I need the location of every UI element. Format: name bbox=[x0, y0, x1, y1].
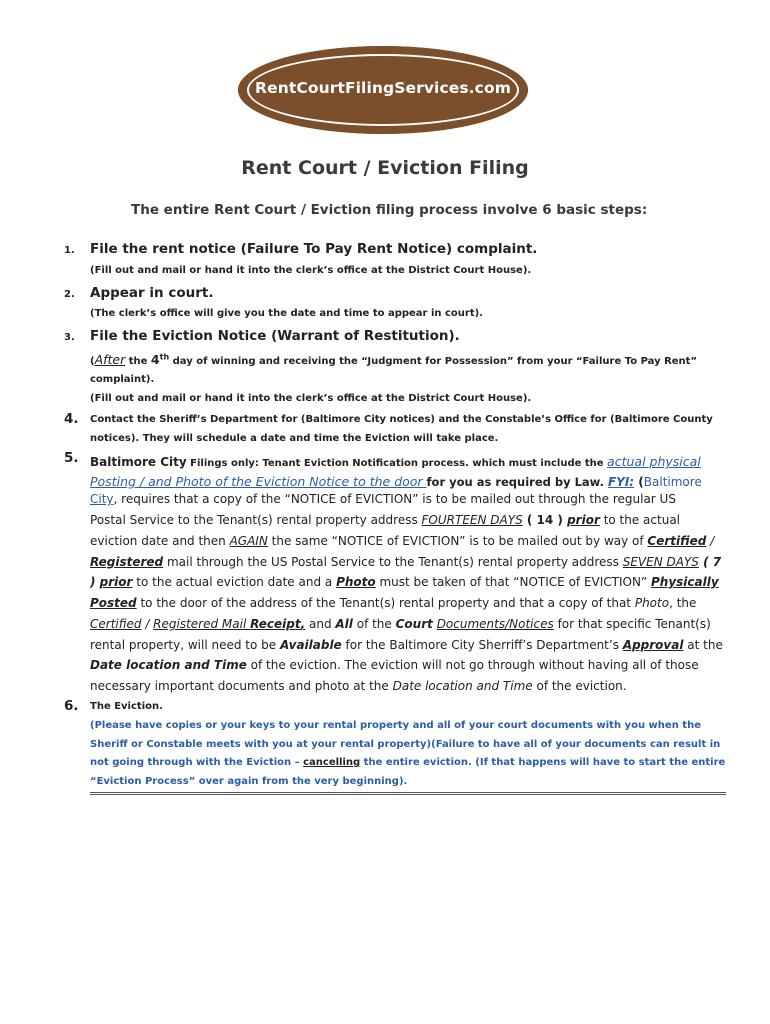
page-title: Rent Court / Eviction Filing bbox=[241, 157, 529, 179]
step-5-line-8: Posted to the door of the address of the Tenant(s) rental property and that a copy of that Photo, the bbox=[90, 596, 697, 610]
step-1-note: (Fill out and mail or hand it into the clerk’s office at the District Court House). bbox=[90, 265, 532, 276]
step-3-heading: File the Eviction Notice (Warrant of Restitution). bbox=[90, 328, 460, 344]
step-5-line-9: Certified / Registered Mail Receipt, and All of the Court Documents/Notices for that specific Tenant(s) bbox=[90, 617, 711, 631]
step-5-line-11: Date location and Time of the eviction. The eviction will not go through without having all of those bbox=[90, 658, 699, 672]
logo-text: RentCourtFilingServices.com bbox=[255, 79, 511, 97]
step-number: 3. bbox=[64, 332, 75, 343]
step-1-heading: File the rent notice (Failure To Pay Rent Notice) complaint. bbox=[90, 241, 538, 257]
step-6-line-4: “Eviction Process” over again from the very beginning). bbox=[90, 776, 408, 787]
step-5-line-6: Registered mail through the US Postal Service to the Tenant(s) rental property address SEVEN DAYS ( 7 bbox=[90, 555, 722, 569]
step-number: 2. bbox=[64, 289, 75, 300]
step-6-heading: The Eviction. bbox=[90, 701, 163, 712]
step-5-line-7: ) prior to the actual eviction date and a Photo must be taken of that “NOTICE of EVICTION” Physically bbox=[90, 575, 719, 589]
step-6-line-3: not going through with the Eviction – cancelling the entire eviction. (If that happens will have to start the entire bbox=[90, 757, 726, 768]
step-2-heading: Appear in court. bbox=[90, 285, 214, 301]
step-6-line-1: (Please have copies or your keys to your rental property and all of your court documents with you when the bbox=[90, 720, 701, 731]
step-number: 5. bbox=[64, 450, 79, 466]
step-3-note-cont: complaint). bbox=[90, 374, 155, 385]
step-6-line-2: Sheriff or Constable meets with you at your rental property)(Failure to have all of your documents can result in bbox=[90, 739, 721, 750]
company-logo bbox=[238, 46, 528, 134]
step-number: 4. bbox=[64, 411, 79, 427]
step-3-note-2: (Fill out and mail or hand it into the clerk’s office at the District Court House). bbox=[90, 393, 532, 404]
step-5-line-3: City, requires that a copy of the “NOTICE of EVICTION” is to be mailed out through the regular US bbox=[90, 492, 676, 506]
step-number: 1. bbox=[64, 245, 75, 256]
step-2-note: (The clerk’s office will give you the date and time to appear in court). bbox=[90, 308, 483, 319]
page-subtitle: The entire Rent Court / Eviction filing process involve 6 basic steps: bbox=[131, 202, 648, 218]
step-5-line-5: eviction date and then AGAIN the same “NOTICE of EVICTION” is to be mailed out by way of Certified / bbox=[90, 534, 715, 548]
step-4-line-2: notices). They will schedule a date and time the Eviction will take place. bbox=[90, 433, 499, 444]
step-3-note: (After the 4th day of winning and receiving the “Judgment for Possession” from your “Failure To Pay Rent” bbox=[90, 352, 698, 367]
step-4-line-1: Contact the Sheriff’s Department for (Baltimore City notices) and the Constable’s Office for (Baltimore County bbox=[90, 414, 713, 425]
step-5-line-4: Postal Service to the Tenant(s) rental property address FOURTEEN DAYS ( 14 ) prior to the actual bbox=[90, 513, 681, 527]
step-number: 6. bbox=[64, 698, 79, 714]
step-5-line-10: rental property, will need to be Available for the Baltimore City Sherriff’s Department’s Approval at the bbox=[90, 638, 723, 652]
step-5-line-1: Baltimore City Filings only: Tenant Eviction Notification process. which must include the actual physical bbox=[90, 454, 701, 469]
step-5-line-2: Posting / and Photo of the Eviction Notice to the door for you as required by Law. FYI: (Baltimore bbox=[90, 474, 702, 489]
step-5-line-12: necessary important documents and photo at the Date location and Time of the eviction. bbox=[90, 679, 627, 693]
bottom-divider bbox=[90, 792, 726, 795]
